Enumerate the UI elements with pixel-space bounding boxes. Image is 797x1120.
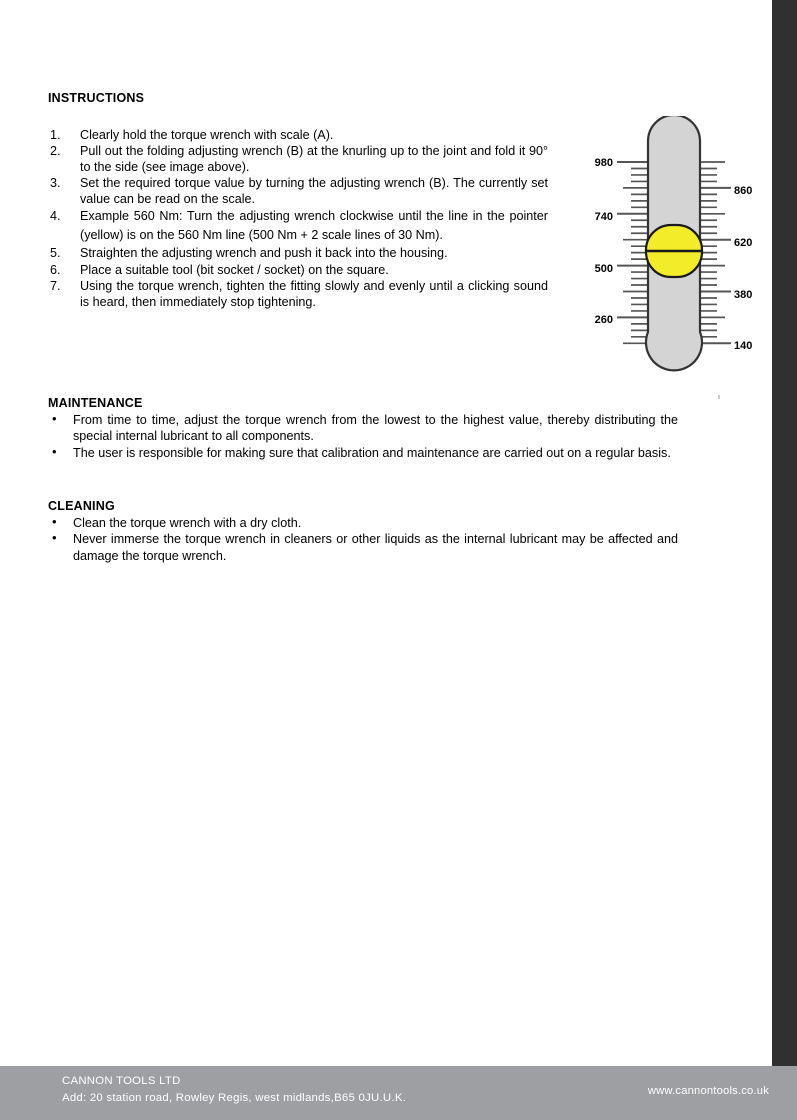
scale-label-right: 380 [734,289,753,301]
instruction-step-text: Place a suitable tool (bit socket / socket) on the square. [80,262,389,277]
bullet-item [48,412,678,445]
scale-label-right: 140 [734,340,753,352]
instruction-step [48,143,548,175]
bullet-marker-icon: • [52,443,57,459]
bullet-marker-icon: • [52,530,57,546]
instruction-step-text: Clearly hold the torque wrench with scale (A). [80,128,334,142]
scale-label-left: 500 [594,263,613,275]
scale-base-tick: ı [718,394,720,401]
instruction-step-text: Example 560 Nm: Turn the adjusting wrench clockwise until the line in the pointer (yellow) is on the 560 Nm line (500 Nm + 2 scale lines of 30 Nm). [80,209,548,243]
cleaning-heading: CLEANING [48,499,115,513]
page-footer [0,1066,797,1120]
instruction-step-number: 7. [50,278,61,293]
scale-label-right: 620 [734,237,753,249]
maintenance-heading: MAINTENANCE [48,396,143,410]
bullet-marker-icon: • [52,514,57,529]
instruction-step [48,245,548,261]
instruction-step-text: Straighten the adjusting wrench and push it back into the housing. [80,246,448,261]
bullet-item [48,515,678,531]
footer-company-name: CANNON TOOLS LTD [62,1075,181,1087]
instruction-step-number: 6. [50,262,61,277]
bullet-item-text: Clean the torque wrench with a dry cloth. [73,516,302,530]
cleaning-section [48,499,678,564]
instruction-step-number: 3. [50,176,61,191]
bullet-item-text: From time to time, adjust the torque wrench from the lowest to the highest value, thereby distributing the special internal lubricant to all components. [73,413,678,444]
bullet-item [48,445,678,461]
instruction-step [48,127,548,143]
bullet-item-text: The user is responsible for making sure that calibration and maintenance are carried out on a regular basis. [73,445,671,460]
instructions-list [48,127,548,310]
instruction-step [48,207,548,245]
cleaning-list [48,515,678,564]
maintenance-list [48,412,678,461]
instructions-section [48,91,548,309]
footer-website-link[interactable]: www.cannontools.co.uk [647,1085,769,1097]
instruction-step [48,175,548,207]
instruction-step [48,278,548,310]
instruction-step-text: Pull out the folding adjusting wrench (B) at the knurling up to the joint and fold it 90° to the side (see image above). [80,144,548,175]
bullet-marker-icon: • [52,411,57,426]
page-right-edge-bar [772,0,797,1066]
torque-wrench-scale-diagram [585,116,770,406]
scale-label-left: 980 [594,157,613,169]
scale-label-right: 860 [734,185,753,197]
bullet-item [48,531,678,564]
instructions-heading: INSTRUCTIONS [48,91,145,105]
instruction-step-number: 4. [50,209,61,224]
instruction-step [48,262,548,278]
scale-label-left: 260 [594,314,613,326]
instruction-step-number: 1. [50,128,61,142]
instruction-step-number: 2. [50,144,61,159]
instruction-step-number: 5. [50,246,61,261]
scale-label-left: 740 [594,211,613,223]
instruction-step-text: Using the torque wrench, tighten the fitting slowly and evenly until a clicking sound is heard, then immediately stop tightening. [80,278,548,309]
bullet-item-text: Never immerse the torque wrench in cleaners or other liquids as the internal lubricant may be affected and damage the torque wrench. [73,532,678,563]
maintenance-section [48,396,678,461]
footer-address: Add: 20 station road, Rowley Regis, west midlands,B65 0JU.U.K. [62,1092,407,1104]
instruction-step-text: Set the required torque value by turning the adjusting wrench (B). The currently set value can be read on the scale. [80,176,548,207]
